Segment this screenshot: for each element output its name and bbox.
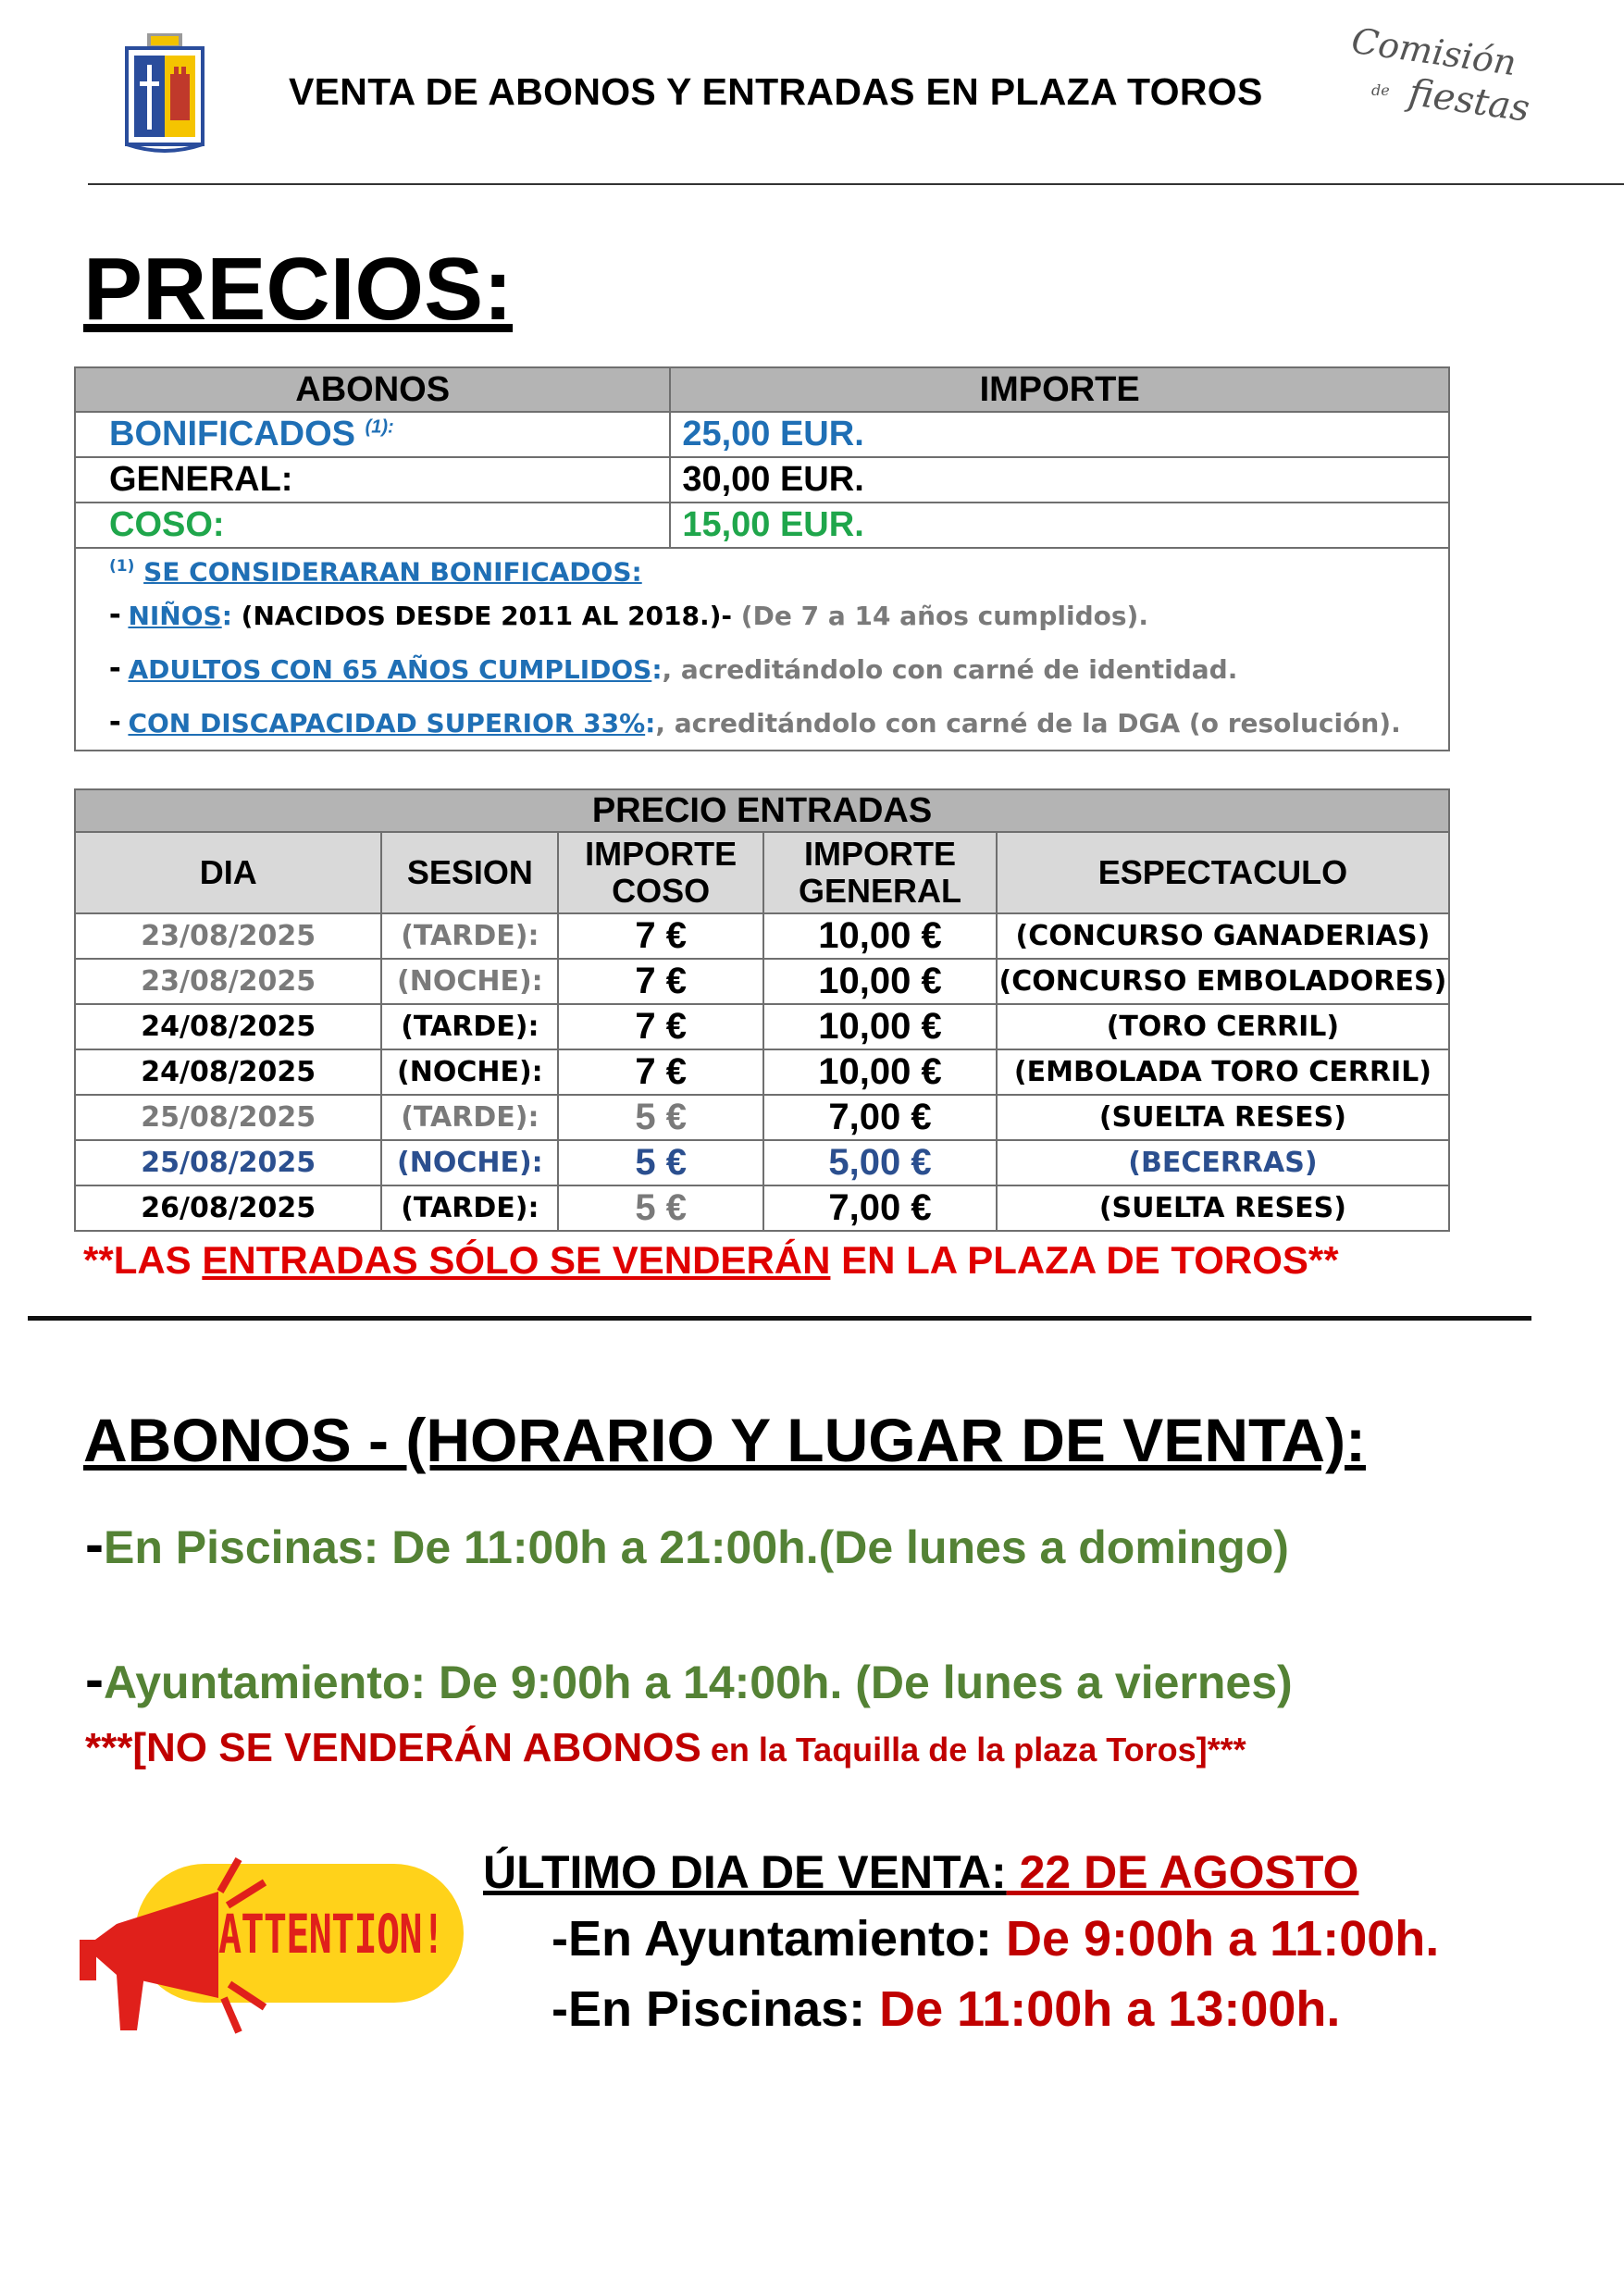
ayto-time: De 9:00h a 11:00h. [991, 1911, 1440, 1967]
abono-label [75, 412, 670, 457]
cell-coso: 7 € [558, 1004, 763, 1049]
cell-general: 10,00 € [763, 1004, 997, 1049]
line-text: En Piscinas: De 11:00h a 21:00h.(De lunes a domingo) [103, 1521, 1289, 1573]
attention-label: ATTENTION! [218, 1903, 445, 1966]
coat-of-arms-logo [123, 33, 206, 157]
cell-espectaculo: (SUELTA RESES) [997, 1095, 1449, 1140]
header-dia: DIA [75, 832, 381, 913]
entrada-row [75, 1185, 1449, 1231]
notes-sup: (1) [109, 557, 135, 576]
page-header-title: VENTA DE ABONOS Y ENTRADAS EN PLAZA TOROS [289, 70, 1263, 113]
notes-title-text: SE CONSIDERARAN BONIFICADOS: [143, 556, 642, 588]
notice-underlined: ENTRADAS SÓLO SE VENDERÁN [202, 1238, 831, 1282]
cell-sesion: (NOCHE): [381, 1049, 558, 1095]
note-grey: , acreditándolo con carné de identidad. [662, 654, 1238, 686]
ultimo-ayuntamiento [552, 1910, 1439, 1967]
cell-dia: 26/08/2025 [75, 1185, 381, 1231]
cell-espectaculo: (CONCURSO GANADERIAS) [997, 913, 1449, 959]
cell-dia: 25/08/2025 [75, 1140, 381, 1185]
header-importe-general: IMPORTE GENERAL [763, 832, 997, 913]
note-colon: : [651, 654, 663, 686]
ultimo-dia-line [483, 1845, 1358, 1899]
note-colon: : [645, 708, 656, 739]
pisc-time: De 11:00h a 13:00h. [865, 1981, 1341, 2037]
cell-coso: 7 € [558, 1049, 763, 1095]
cell-sesion: (NOCHE): [381, 959, 558, 1004]
horario-line-piscinas [85, 1512, 1289, 1576]
note-line [109, 695, 1448, 750]
note-link: NIÑOS [128, 601, 222, 632]
note-colon: : [221, 601, 232, 632]
comision-fiestas-logo [1348, 19, 1532, 141]
horario-line-ayuntamiento [85, 1647, 1293, 1711]
cell-general: 10,00 € [763, 959, 997, 1004]
horario-heading: ABONOS - (HORARIO Y LUGAR DE VENTA): [83, 1406, 1367, 1474]
brand-line2: fiestas [1406, 71, 1532, 130]
cell-sesion: (TARDE): [381, 1185, 558, 1231]
ultimo-piscinas [552, 1980, 1340, 2038]
abono-price: 25,00 EUR. [670, 412, 1449, 457]
section-divider [28, 1316, 1531, 1321]
cell-dia: 23/08/2025 [75, 913, 381, 959]
abono-label: GENERAL: [75, 457, 670, 503]
entradas-title: PRECIO ENTRADAS [75, 789, 1449, 832]
abonos-table [74, 366, 1450, 751]
cell-general: 7,00 € [763, 1095, 997, 1140]
cell-coso: 5 € [558, 1095, 763, 1140]
note-grey: , acreditándolo con carné de la DGA (o resolución). [655, 708, 1401, 739]
entrada-row [75, 1049, 1449, 1095]
cell-dia: 23/08/2025 [75, 959, 381, 1004]
entrada-row [75, 913, 1449, 959]
warning-post: en la Taquilla de la plaza Toros]*** [700, 1731, 1246, 1769]
note-dash: - [109, 594, 121, 634]
cell-coso: 5 € [558, 1140, 763, 1185]
abonos-col-header: ABONOS [75, 367, 670, 412]
entradas-notice [83, 1238, 1339, 1283]
note-dash: - [109, 701, 121, 741]
abono-row-general [75, 457, 1449, 503]
abono-row-bonificados [75, 412, 1449, 457]
notice-pre: **LAS [83, 1238, 203, 1282]
header-espectaculo: ESPECTACULO [997, 832, 1449, 913]
cell-general: 5,00 € [763, 1140, 997, 1185]
cell-coso: 5 € [558, 1185, 763, 1231]
cell-coso: 7 € [558, 913, 763, 959]
entrada-row [75, 1004, 1449, 1049]
note-link: ADULTOS CON 65 AÑOS CUMPLIDOS [128, 654, 652, 686]
cell-sesion: (NOCHE): [381, 1140, 558, 1185]
note-line [109, 642, 1448, 695]
cell-sesion: (TARDE): [381, 913, 558, 959]
abono-price: 30,00 EUR. [670, 457, 1449, 503]
header-divider [88, 183, 1624, 185]
attention-badge [80, 1836, 468, 2049]
abono-row-coso [75, 503, 1449, 548]
note-link: CON DISCAPACIDAD SUPERIOR 33% [128, 708, 646, 739]
header-importe-coso: IMPORTE COSO [558, 832, 763, 913]
cell-general: 10,00 € [763, 1049, 997, 1095]
pisc-label: -En Piscinas: [552, 1981, 866, 2037]
cell-espectaculo: (SUELTA RESES) [997, 1185, 1449, 1231]
brand-de: de [1371, 81, 1390, 99]
cell-dia: 25/08/2025 [75, 1095, 381, 1140]
entrada-row [75, 1095, 1449, 1140]
abono-price: 15,00 EUR. [670, 503, 1449, 548]
line-text: Ayuntamiento: De 9:00h a 14:00h. (De lunes a viernes) [103, 1657, 1293, 1708]
cell-sesion: (TARDE): [381, 1004, 558, 1049]
header-sesion: SESION [381, 832, 558, 913]
ayto-label: -En Ayuntamiento: [552, 1911, 992, 1967]
cell-coso: 7 € [558, 959, 763, 1004]
notice-post: EN LA PLAZA DE TOROS** [830, 1238, 1339, 1282]
note-grey: (De 7 a 14 años cumplidos). [732, 601, 1148, 632]
line-dash: - [85, 1648, 104, 1710]
cell-espectaculo: (BECERRAS) [997, 1140, 1449, 1185]
line-dash: - [85, 1513, 104, 1575]
ultimo-label: ÚLTIMO DIA DE VENTA: [483, 1846, 1007, 1898]
cell-espectaculo: (CONCURSO EMBOLADORES) [997, 959, 1449, 1004]
brand-line1: Comisión [1348, 19, 1519, 84]
cell-espectaculo: (EMBOLADA TORO CERRIL) [997, 1049, 1449, 1095]
abono-label-text: BONIFICADOS [109, 415, 355, 453]
note-bold: (NACIDOS DESDE 2011 AL 2018.)- [231, 601, 733, 632]
entrada-row [75, 1140, 1449, 1185]
ultimo-date: 22 DE AGOSTO [1006, 1846, 1359, 1898]
abono-sup: (1): [365, 416, 394, 438]
cell-general: 7,00 € [763, 1185, 997, 1231]
bonificados-notes [75, 548, 1449, 751]
entrada-row [75, 959, 1449, 1004]
warning-pre: ***[NO SE VENDERÁN ABONOS [85, 1725, 701, 1770]
cell-espectaculo: (TORO CERRIL) [997, 1004, 1449, 1049]
note-line [109, 588, 1448, 642]
notes-title [109, 551, 1448, 588]
importe-col-header: IMPORTE [670, 367, 1449, 412]
cell-dia: 24/08/2025 [75, 1004, 381, 1049]
cell-general: 10,00 € [763, 913, 997, 959]
abono-label: COSO: [75, 503, 670, 548]
cell-sesion: (TARDE): [381, 1095, 558, 1140]
horario-warning [85, 1725, 1246, 1771]
cell-dia: 24/08/2025 [75, 1049, 381, 1095]
entradas-table [74, 788, 1450, 1232]
note-dash: - [109, 648, 121, 688]
precios-heading: PRECIOS: [83, 240, 514, 339]
